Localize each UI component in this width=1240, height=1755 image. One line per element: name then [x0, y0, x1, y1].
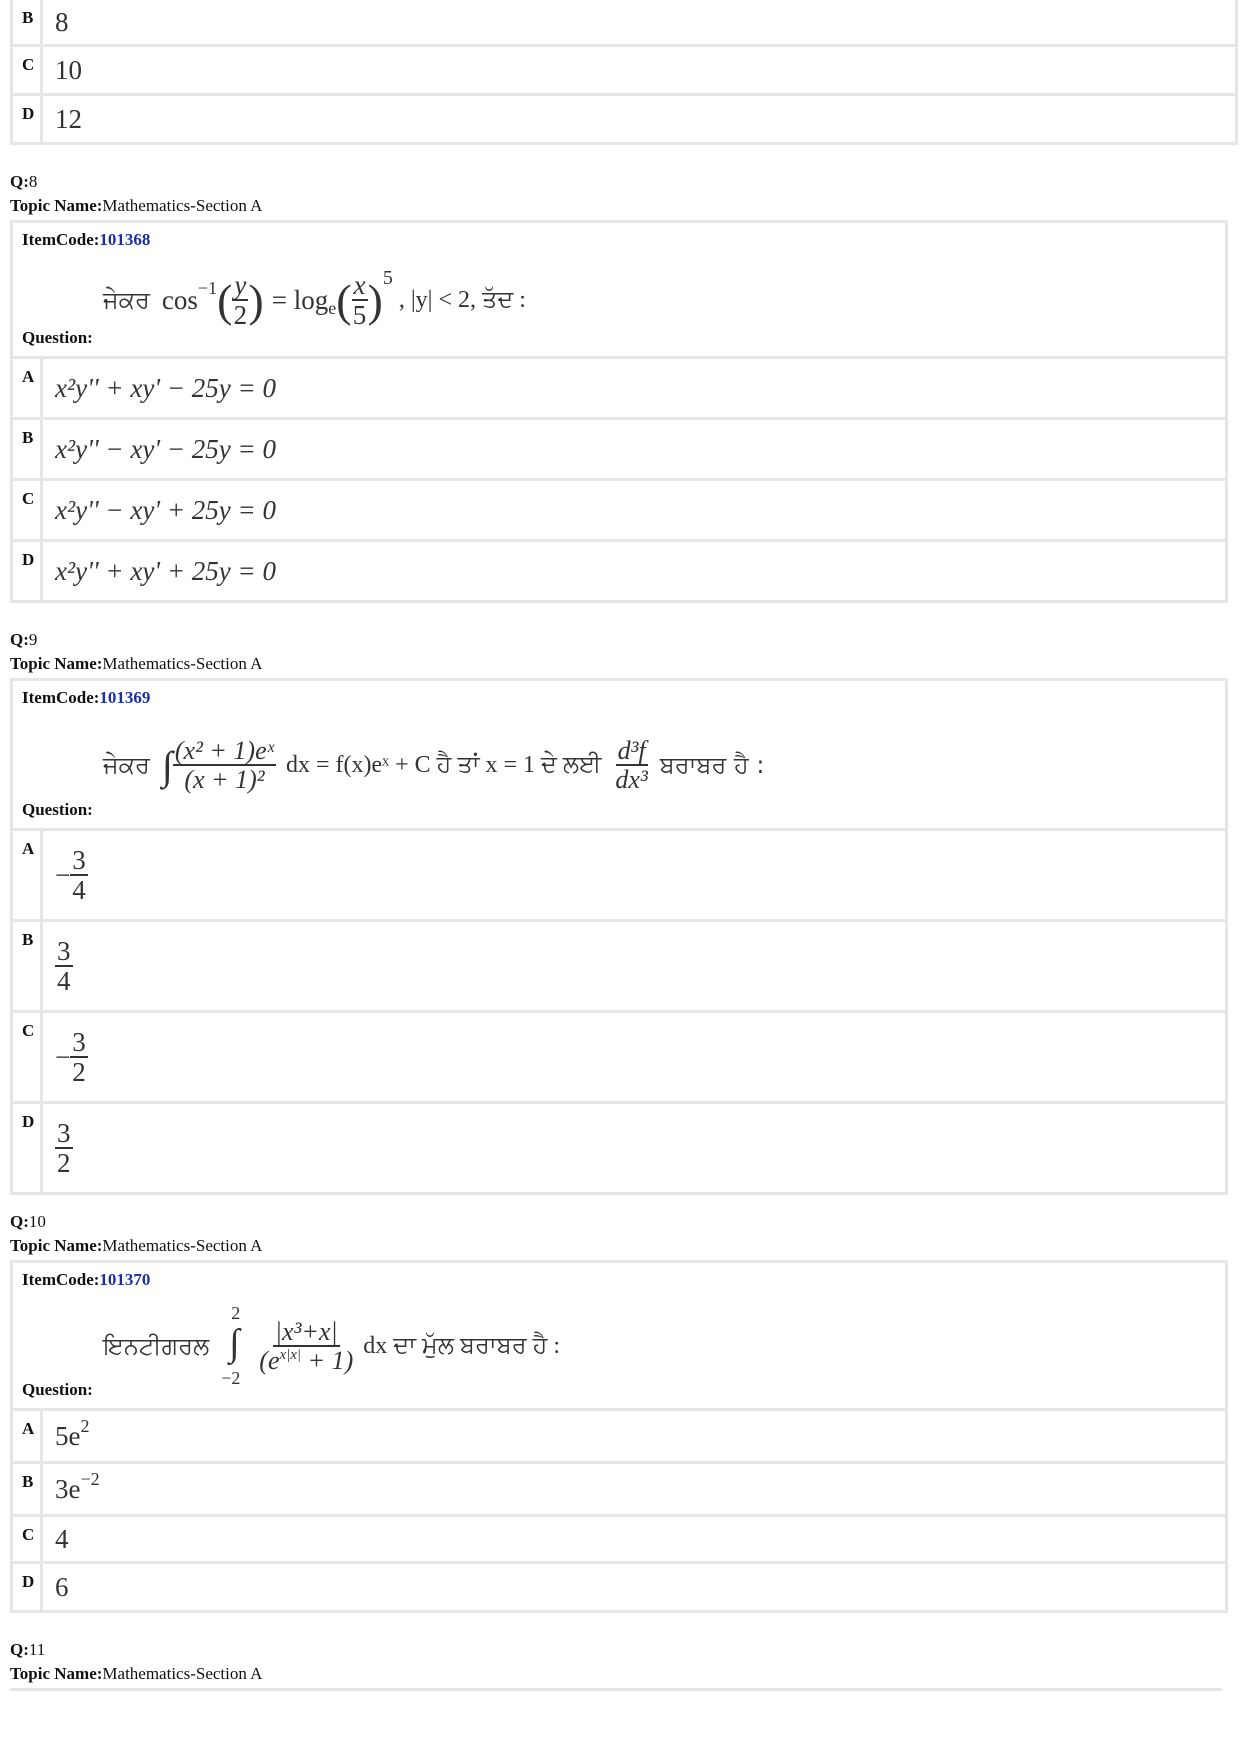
- topic-line: Topic Name:Mathematics-Section A: [10, 654, 263, 673]
- question-box: [10, 220, 1228, 603]
- item-code: 101368: [99, 230, 151, 249]
- option-row[interactable]: [13, 420, 1225, 481]
- option-value: $\frac{3}{4}$: [57, 935, 71, 996]
- question-header: [10, 1638, 262, 1686]
- option-row[interactable]: [13, 542, 1225, 600]
- item-code: 101369: [99, 688, 151, 707]
- question-content: ਇਨਟੀਗਰਲ 2 ∫ −2 $\frac{\text{|x³+x|}}{(e^{x|x|} + 1)}$ dx ਦਾ ਮੁੱਲ ਬਰਾਬਰ ਹੈ : Question:: [13, 1296, 1225, 1411]
- option-row[interactable]: [13, 831, 1225, 922]
- option-value: 3e −2: [55, 1468, 100, 1504]
- divider: [10, 1688, 1222, 1691]
- option-letter: D: [13, 96, 43, 142]
- option-value: $\frac{3}{2}$: [57, 1117, 71, 1178]
- option-letter: C: [13, 1013, 43, 1101]
- option-letter: A: [13, 359, 43, 417]
- option-letter: D: [13, 1564, 43, 1610]
- option-value: 6: [55, 1571, 69, 1602]
- topic-line: Topic Name:Mathematics-Section A: [10, 1236, 263, 1255]
- question-number-line: Q:11: [10, 1640, 46, 1659]
- item-code-line: ItemCode:101370: [22, 1270, 151, 1289]
- option-row[interactable]: [13, 0, 1235, 47]
- option-letter: C: [13, 481, 43, 539]
- option-row[interactable]: [13, 481, 1225, 542]
- option-value: 10: [55, 54, 82, 85]
- item-code-line: ItemCode:101369: [22, 688, 151, 707]
- option-row[interactable]: [13, 1411, 1225, 1464]
- question-number-line: Q:10: [10, 1212, 46, 1231]
- option-row[interactable]: [13, 96, 1235, 142]
- option-row[interactable]: [13, 1104, 1225, 1192]
- option-value: x²y'' + xy' − 25y = 0: [55, 372, 276, 403]
- question-header: [10, 628, 262, 676]
- option-row[interactable]: [13, 1013, 1225, 1104]
- item-code-line: ItemCode:101368: [22, 230, 151, 249]
- option-letter: B: [13, 922, 43, 1010]
- option-letter: C: [13, 1517, 43, 1561]
- option-value: 4: [55, 1523, 69, 1554]
- option-value: x²y'' + xy' + 25y = 0: [55, 555, 276, 586]
- topic-line: Topic Name:Mathematics-Section A: [10, 196, 263, 215]
- question-box: [10, 678, 1228, 1195]
- question-content: ਜੇਕਰ cos −1 ( $\frac{y}{2}$ ) = log e ( $\frac{x}{5}$ ) 5 , |y| < 2, ਤੱਦ : Question:: [13, 256, 1225, 359]
- option-value: 8: [55, 6, 69, 37]
- option-row[interactable]: [13, 47, 1235, 96]
- option-value: x²y'' − xy' + 25y = 0: [55, 494, 276, 525]
- option-row[interactable]: [13, 1564, 1225, 1610]
- option-value: x²y'' − xy' − 25y = 0: [55, 433, 276, 464]
- option-letter: C: [13, 47, 43, 93]
- topic-line: Topic Name:Mathematics-Section A: [10, 1664, 263, 1683]
- question-number-line: Q:9: [10, 630, 38, 649]
- option-value: − $\frac{3}{2}$: [55, 1026, 86, 1087]
- question-number-line: Q:8: [10, 172, 38, 191]
- question-formula: ਜੇਕਰ ∫ $\frac{\text{(x² + 1)eˣ}}{\text{(x + 1)²}}$ dx = f(x)eˣ + C ਹੈ ਤਾਂ x = 1 ਦੇ ਲਈ $\frac{\text{d³f}}{\text{dx³}}$ ਬਰਾਬਰ ਹੈ :: [103, 735, 765, 794]
- question-formula: ਜੇਕਰ cos −1 ( $\frac{y}{2}$ ) = log e ( $\frac{x}{5}$ ) 5 , |y| < 2, ਤੱਦ :: [103, 266, 526, 330]
- option-letter: B: [13, 420, 43, 478]
- option-row[interactable]: [13, 359, 1225, 420]
- question-header: [10, 1210, 262, 1258]
- prev-options-table: [10, 0, 1238, 145]
- item-code: 101370: [99, 1270, 151, 1289]
- option-row[interactable]: [13, 1464, 1225, 1517]
- option-value: 5e 2: [55, 1415, 90, 1451]
- option-letter: A: [13, 831, 43, 919]
- option-letter: A: [13, 1411, 43, 1461]
- question-header: [10, 170, 262, 218]
- question-formula: ਇਨਟੀਗਰਲ 2 ∫ −2 $\frac{\text{|x³+x|}}{(e^{x|x|} + 1)}$ dx ਦਾ ਮੁੱਲ ਬਰਾਬਰ ਹੈ :: [103, 1303, 560, 1388]
- question-content: ਜੇਕਰ ∫ $\frac{\text{(x² + 1)eˣ}}{\text{(x + 1)²}}$ dx = f(x)eˣ + C ਹੈ ਤਾਂ x = 1 ਦੇ ਲਈ $\frac{\text{d³f}}{\text{dx³}}$ ਬਰਾਬਰ ਹੈ : Question:: [13, 714, 1225, 831]
- question-box: [10, 1260, 1228, 1613]
- option-row[interactable]: [13, 922, 1225, 1013]
- option-value: − $\frac{3}{4}$: [55, 844, 86, 905]
- option-letter: D: [13, 1104, 43, 1192]
- option-value: 12: [55, 103, 82, 134]
- option-letter: B: [13, 0, 43, 44]
- option-row[interactable]: [13, 1517, 1225, 1564]
- option-letter: D: [13, 542, 43, 600]
- option-letter: B: [13, 1464, 43, 1514]
